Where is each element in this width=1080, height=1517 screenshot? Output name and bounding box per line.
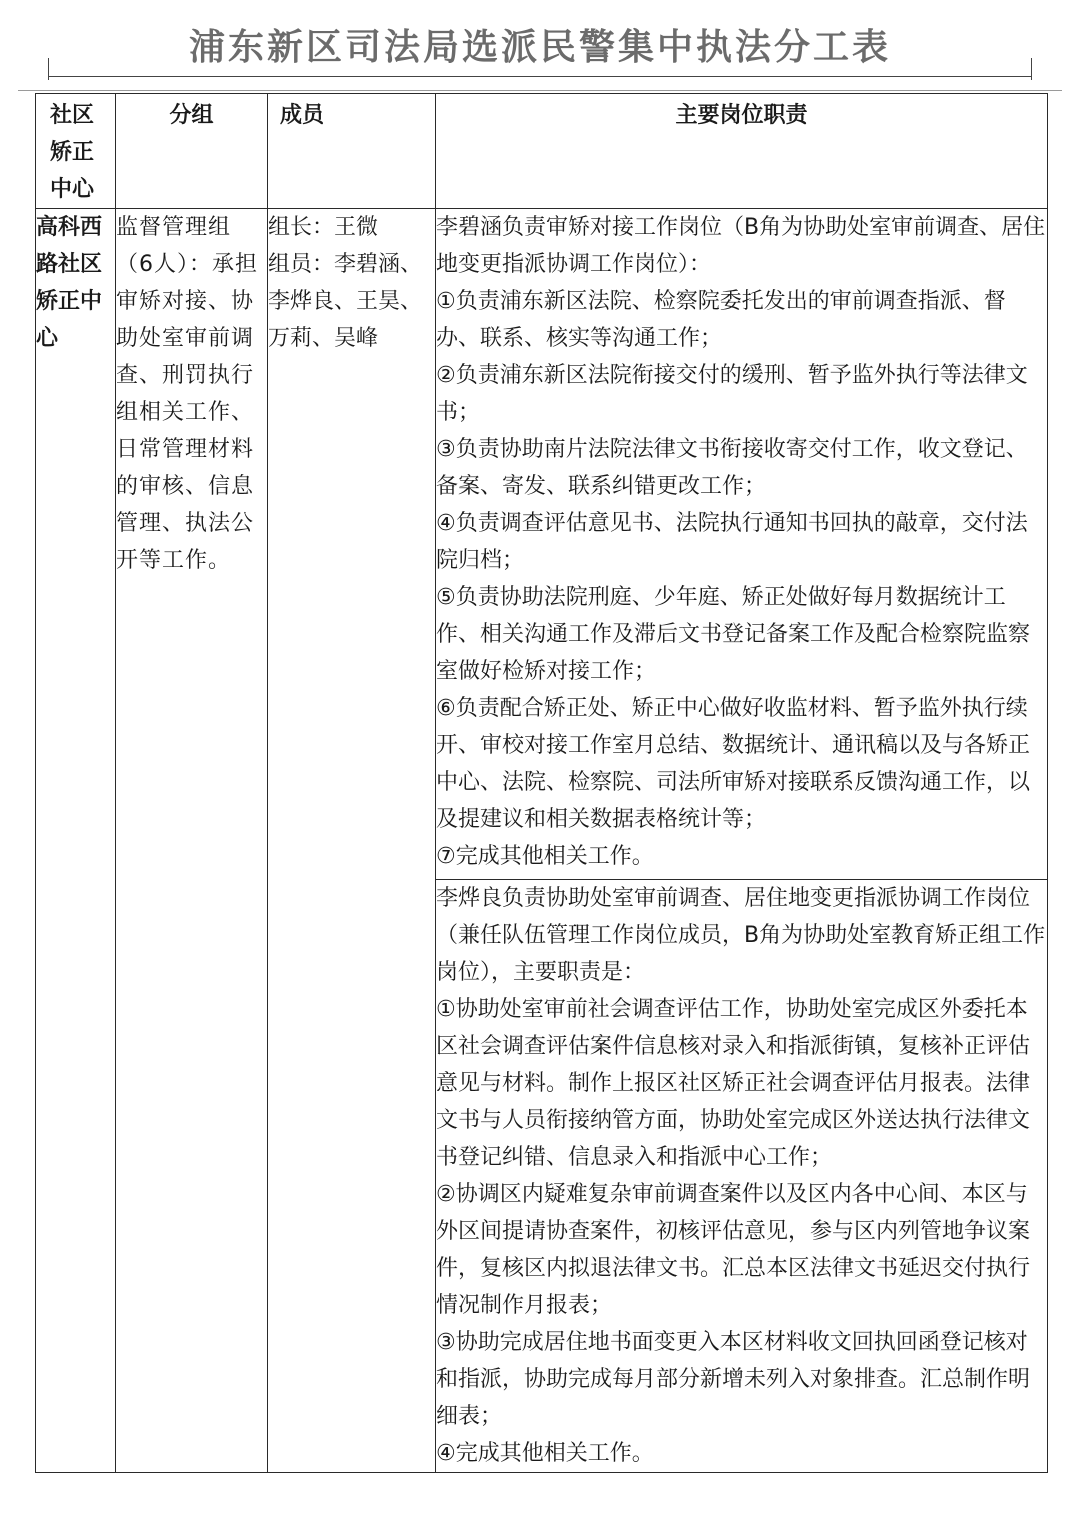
ruler-bottom-line bbox=[18, 90, 1062, 91]
duty-item: ②协调区内疑难复杂审前调查案件以及区内各中心间、本区与外区间提请协查案件，初核评估意见，参与区内列管地争议案件，复核区内拟退法律文书。汇总本区法律文书延迟交付执行情况制作月报表； bbox=[436, 1182, 1031, 1318]
members-cell bbox=[268, 209, 436, 1473]
duty-item: ⑦完成其他相关工作。 bbox=[436, 844, 654, 869]
ruler-left-tick bbox=[48, 58, 49, 80]
duty-item: ③负责协助南片法院法律文书衔接收寄交付工作，收文登记、备案、寄发、联系纠错更改工作； bbox=[436, 437, 1028, 499]
duty-block-li-bihan bbox=[436, 209, 1048, 880]
group-leader: 组长：王微 bbox=[268, 215, 379, 240]
table-row bbox=[36, 209, 1048, 880]
page-title: 浦东新区司法局选派民警集中执法分工表 bbox=[188, 27, 891, 68]
center-name-cell: 高科西路社区矫正中心 bbox=[36, 209, 116, 1473]
ruler-top-line bbox=[48, 76, 1032, 77]
ruler-right-tick bbox=[1031, 58, 1032, 80]
header-duties: 主要岗位职责 bbox=[436, 94, 1048, 209]
duty-item: ⑥负责配合矫正处、矫正中心做好收监材料、暂予监外执行续开、审校对接工作室月总结、数据统计、通讯稿以及与各矫正中心、法院、检察院、司法所审矫对接联系反馈沟通工作，以及提建议和相关数据表格统计等； bbox=[436, 696, 1031, 832]
duty-intro: 李烨良负责协助处室审前调查、居住地变更指派协调工作岗位（兼任队伍管理工作岗位成员，B角为协助处室教育矫正组工作岗位），主要职责是： bbox=[436, 886, 1046, 985]
duty-item: ④负责调查评估意见书、法院执行通知书回执的敲章，交付法院归档； bbox=[436, 511, 1028, 573]
assignment-table bbox=[35, 93, 1048, 1473]
duty-item: ①协助处室审前社会调查评估工作，协助处室完成区外委托本区社会调查评估案件信息核对录入和指派街镇，复核补正评估意见与材料。制作上报区社区矫正社会调查评估月报表。法律文书与人员衔接纳管方面，协助处室完成区外送达执行法律文书登记纠错、信息录入和指派中心工作； bbox=[436, 997, 1031, 1170]
duty-item: ④完成其他相关工作。 bbox=[436, 1441, 654, 1466]
header-group: 分组 bbox=[116, 94, 268, 209]
group-cell: 监督管理组（6人）：承担审矫对接、协助处室审前调查、刑罚执行组相关工作、日常管理材料的审核、信息管理、执法公开等工作。 bbox=[116, 209, 268, 1473]
header-members: 成员 bbox=[268, 94, 436, 209]
duty-item: ②负责浦东新区法院衔接交付的缓刑、暂予监外执行等法律文书； bbox=[436, 363, 1028, 425]
ruler-lines bbox=[18, 76, 1062, 94]
group-members: 组员：李碧涵、李烨良、王昊、万莉、吴峰 bbox=[268, 252, 423, 351]
duty-block-li-yeliang bbox=[436, 880, 1048, 1473]
duty-item: ①负责浦东新区法院、检察院委托发出的审前调查指派、督办、联系、核实等沟通工作； bbox=[436, 289, 1006, 351]
duty-intro: 李碧涵负责审矫对接工作岗位（B角为协助处室审前调查、居住地变更指派协调工作岗位）： bbox=[436, 215, 1046, 277]
table-header-row bbox=[36, 94, 1048, 209]
duty-item: ⑤负责协助法院刑庭、少年庭、矫正处做好每月数据统计工作、相关沟通工作及滞后文书登记备案工作及配合检察院监察室做好检矫对接工作； bbox=[436, 585, 1031, 684]
duty-item: ③协助完成居住地书面变更入本区材料收文回执回函登记核对和指派，协助完成每月部分新增未列入对象排查。汇总制作明细表； bbox=[436, 1330, 1031, 1429]
header-center: 社区矫正中心 bbox=[36, 94, 116, 209]
